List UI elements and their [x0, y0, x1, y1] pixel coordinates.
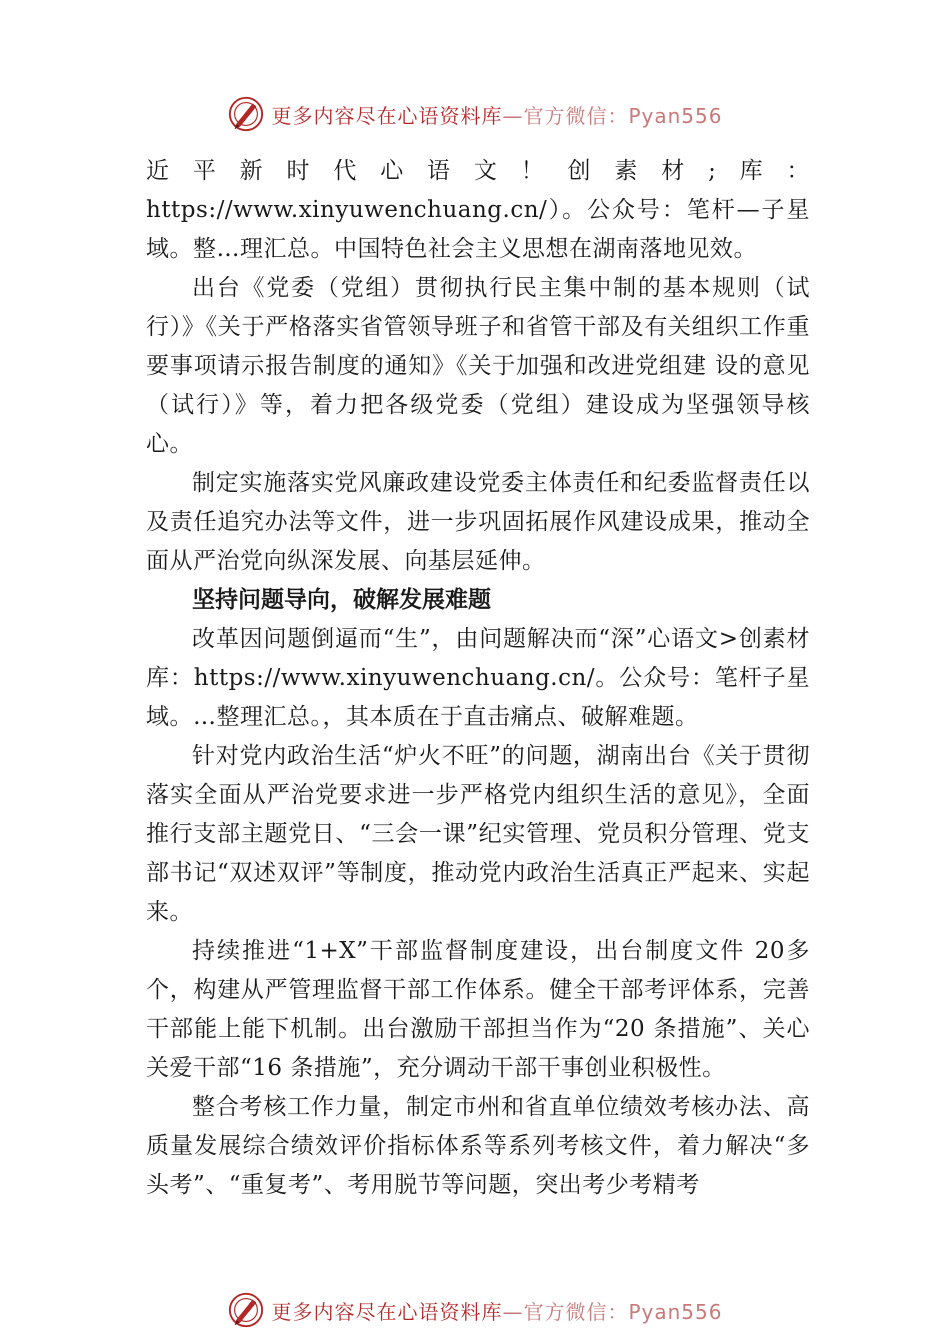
banner-text: [271, 1296, 722, 1325]
paragraph: 改革因问题倒逼而“生”，由问题解决而“深”心语文>创素材库：https://www.xinyuwenchuang.cn/。公众号：笔杆子星域。…整理汇总。，其本质在于直击痛点、破解难题。: [146, 626, 810, 730]
banner-wechat: —官方微信：Pyan556: [502, 103, 723, 128]
banner-wechat: —官方微信：Pyan556: [502, 1299, 723, 1324]
paragraph: 整合考核工作力量，制定市州和省直单位绩效考核办法、高质量发展综合绩效评价指标体系等系列考核文件，着力解决“多头考”、“重复考”、考用脱节等问题，突出考少考精考: [146, 1094, 810, 1198]
paragraph: 制定实施落实党风廉政建设党委主体责任和纪委监督责任以及责任追究办法等文件，进一步巩固拓展作风建设成果，推动全面从严治党向纵深发展、向基层延伸。: [146, 470, 810, 574]
banner-main: 更多内容尽在心语资料库: [271, 1299, 503, 1324]
paragraph: 针对党内政治生活“炉火不旺”的问题，湖南出台《关于贯彻落实全面从严治党要求进一步严格党内组织生活的意见》，全面推行支部主题党日、“三会一课”纪实管理、党员积分管理、党支部书记“双述双评”等制度，推动党内政治生活真正严起来、实起来。: [146, 743, 810, 925]
banner-text: [271, 100, 722, 129]
section-heading: 坚持问题导向，破解发展难题: [192, 587, 491, 613]
paragraph: 近平新时代心语文！创素材;库：https://www.xinyuwenchuang.cn/）。公众号：笔杆—子星域。整…理汇总。中国特色社会主义思想在湖南落地见效。: [146, 158, 810, 262]
header-banner: [0, 92, 950, 136]
banner-main: 更多内容尽在心语资料库: [271, 103, 503, 128]
pen-logo-icon: [227, 95, 265, 133]
paragraph: 出台《党委（党组）贯彻执行民主集中制的基本规则（试行）》《关于严格落实省管领导班子和省管干部及有关组织工作重要事项请示报告制度的通知》《关于加强和改进党组建 设的意见（试行）》等，着力把各级党委（党组）建设成为坚强领导核心。: [146, 275, 810, 457]
document-body: [146, 152, 810, 1205]
pen-logo-icon: [227, 1291, 265, 1329]
footer-banner: [0, 1288, 950, 1332]
paragraph: 持续推进“1+X”干部监督制度建设，出台制度文件 20多个，构建从严管理监督干部工作体系。健全干部考评体系，完善干部能上能下机制。出台激励干部担当作为“20 条措施”、关心关爱干部“16 条措施”，充分调动干部干事创业积极性。: [146, 938, 810, 1081]
